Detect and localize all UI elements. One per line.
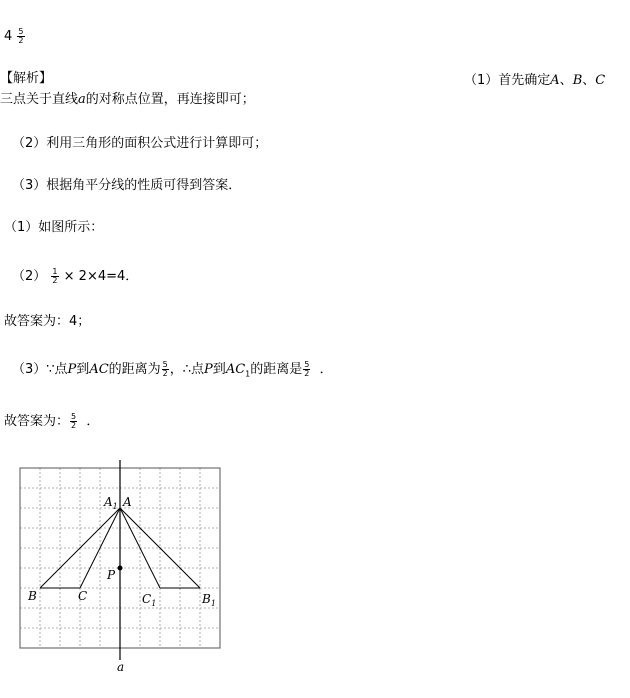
therefore-text: ，∴点 [169, 362, 205, 377]
part2-expression: × 2×4=4． [63, 269, 139, 284]
to2-text: 到 [212, 362, 226, 377]
step2-text: （2）利用三角形的面积公式进行计算即可； [12, 136, 268, 151]
sep-2: 、 [582, 73, 596, 88]
step1-text-c: 的对称点位置，再连接即可； [85, 92, 255, 107]
step1-text-a: （1）首先确定 [464, 73, 551, 88]
line-a-label: a [78, 92, 86, 107]
part2-frac-den: 2 [52, 276, 58, 285]
segment-ac-label: AC [89, 362, 109, 377]
solution-part1: （1）如图所示： [4, 220, 104, 235]
segment-ac1-label: AC [225, 362, 246, 377]
label-p: P [107, 568, 116, 582]
answer-whole: 4 [4, 29, 13, 44]
period2-text: ． [86, 414, 100, 429]
point-b-label: B [572, 73, 583, 88]
part3-frac2-num: 5 [304, 360, 310, 369]
sep-1: 、 [559, 73, 573, 88]
part2-frac-num: 1 [52, 267, 58, 276]
analysis-heading: 【解析】 [0, 71, 53, 86]
dist-text: 的距离为 [108, 362, 161, 377]
final-frac-num: 5 [71, 412, 77, 421]
answer-frac-den: 2 [18, 36, 24, 45]
step1-text-b: 三点关于直线 [0, 92, 79, 107]
step3-text: （3）根据角平分线的性质可得到答案． [12, 178, 242, 193]
answer-label-2: 故答案为： [4, 414, 70, 429]
point-p-label: P [67, 362, 77, 377]
part3-prefix: （3）∵点 [12, 362, 68, 377]
label-a: A [123, 495, 132, 509]
answer-frac-num: 5 [18, 27, 24, 36]
label-c: C [78, 589, 88, 603]
label-line-a: a [117, 660, 125, 674]
to-text: 到 [76, 362, 90, 377]
label-b1: $B_1$ [202, 592, 216, 608]
part3-frac-num: 5 [162, 360, 168, 369]
point-c-label: C [595, 73, 606, 88]
point-p2-label: P [204, 362, 213, 377]
label-a1: $A_1$ [104, 495, 118, 511]
answer-label-1: 故答案为：4； [4, 314, 91, 329]
final-frac-den: 2 [71, 421, 77, 430]
point-p-dot [118, 566, 123, 571]
dist2-text: 的距离是 [250, 362, 303, 377]
ac1-sub: 1 [245, 369, 251, 379]
label-b: B [28, 589, 37, 603]
label-c1: $C_1$ [142, 592, 157, 608]
part3-frac-den: 2 [162, 369, 168, 378]
period-text: ． [319, 362, 333, 377]
part2-prefix: （2） [12, 269, 47, 284]
point-a-label: A [550, 73, 560, 88]
part3-frac2-den: 2 [304, 369, 310, 378]
